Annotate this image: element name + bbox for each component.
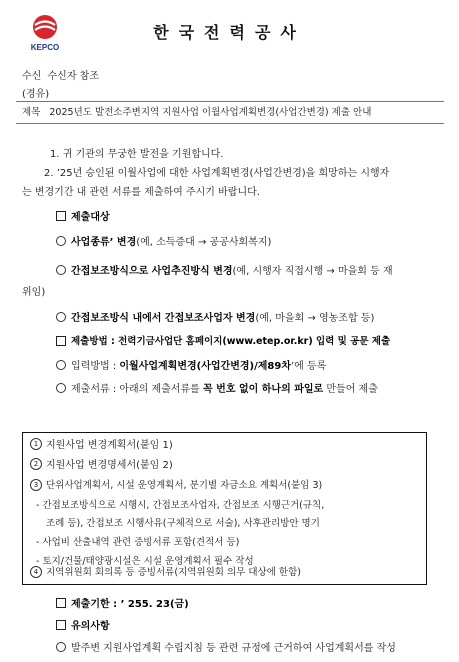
square-bullet-icon [56,598,66,608]
via-line: (경유) [22,89,50,100]
circle-bullet-icon [56,236,66,246]
paragraph-2-line2: 는 변경기간 내 관련 서류를 제출하여 주시기 바랍니다. [22,187,260,198]
target-item-2: 간접보조방식으로 사업추진방식 변경(예, 시행자 직접시행 → 마을회 등 재 [56,265,393,279]
submission-docs: 제출서류 : 아래의 제출서류를 꼭 번호 없이 하나의 파일로 만들어 제출 [56,383,378,397]
divider-top [16,101,444,102]
logo-text: KEPCO [30,43,60,52]
doc-item-3-sub-1: - 간접보조방식으로 시행시, 간접보조사업자, 간접보조 시행근거(규칙, [36,500,325,511]
doc-item-3-sub-2: - 사업비 산출내역 관련 증빙서류 포함(견적서 등) [36,537,240,548]
recipient-row [22,70,99,84]
divider-bottom [16,123,444,124]
recipient-value: 수신자 참조 [47,71,99,82]
subject-label: 제목 [22,107,41,118]
square-bullet-icon [56,336,66,346]
subject-row [22,106,371,120]
doc-item-1: 1 지원사업 변경계획서(붙임 1) [30,439,173,453]
doc-item-3: 3 단위사업계획서, 시설 운영계획서, 분기별 자금소요 계획서(붙임 3) [30,479,322,493]
method-heading: 제출방법 : 전력기금사업단 홈페이지(www.etep.or.kr) 입력 및 공문 제출 [56,335,390,349]
target-item-2-cont: 위임) [22,287,46,298]
square-bullet-icon [56,211,66,221]
subject-text: 2025년도 발전소주변지역 지원사업 이월사업계획변경(사업간변경) 제출 안내 [49,107,372,118]
doc-item-3-sub-1-cont: 조례 등), 간접보조 시행사유(구체적으로 서술), 사후관리방안 명기 [46,518,320,529]
circle-bullet-icon [56,265,66,275]
circle-bullet-icon [56,360,66,370]
circle-bullet-icon [56,642,66,652]
deadline: 제출기한 : ’ 255. 23(금) [56,598,189,612]
doc-item-4: 4 지역위원회 회의록 등 증빙서류(지역위원회 의무 대상에 한함) [30,566,301,580]
circle-bullet-icon [56,312,66,322]
target-item-3: 간접보조방식 내에서 간접보조사업자 변경(예, 마을회 → 영농조합 등) [56,312,374,326]
recipient-label: 수신 [22,71,42,82]
paragraph-1: 1. 귀 기관의 무궁한 발전을 기원합니다. [50,149,224,160]
circle-bullet-icon [56,383,66,393]
doc-item-3-sub-3: - 토지/건물/태양광시설은 시설 운영계획서 필수 작성 [36,556,254,567]
doc-item-2: 2 지원사업 변경명세서(붙임 2) [30,459,173,473]
notes-heading: 유의사항 [56,620,110,634]
note-item-1: 발주변 지원사업계획 수립지침 등 관련 규정에 근거하여 사업계획서를 작성 [56,642,396,656]
target-item-1: 사업종류’ 변경(예, 소득증대 → 공공사회복지) [56,236,271,250]
org-title: 한국전력공사 [153,23,306,42]
paragraph-2-line1: 2. ’25년 승인된 이월사업에 대한 사업계획변경(사업간변경)을 희망하는 시행자 [44,168,390,179]
target-heading: 제출대상 [56,211,110,225]
input-method: 입력방법 : 이월사업계획변경(사업간변경)/제89차’에 등록 [56,360,326,374]
square-bullet-icon [56,620,66,630]
